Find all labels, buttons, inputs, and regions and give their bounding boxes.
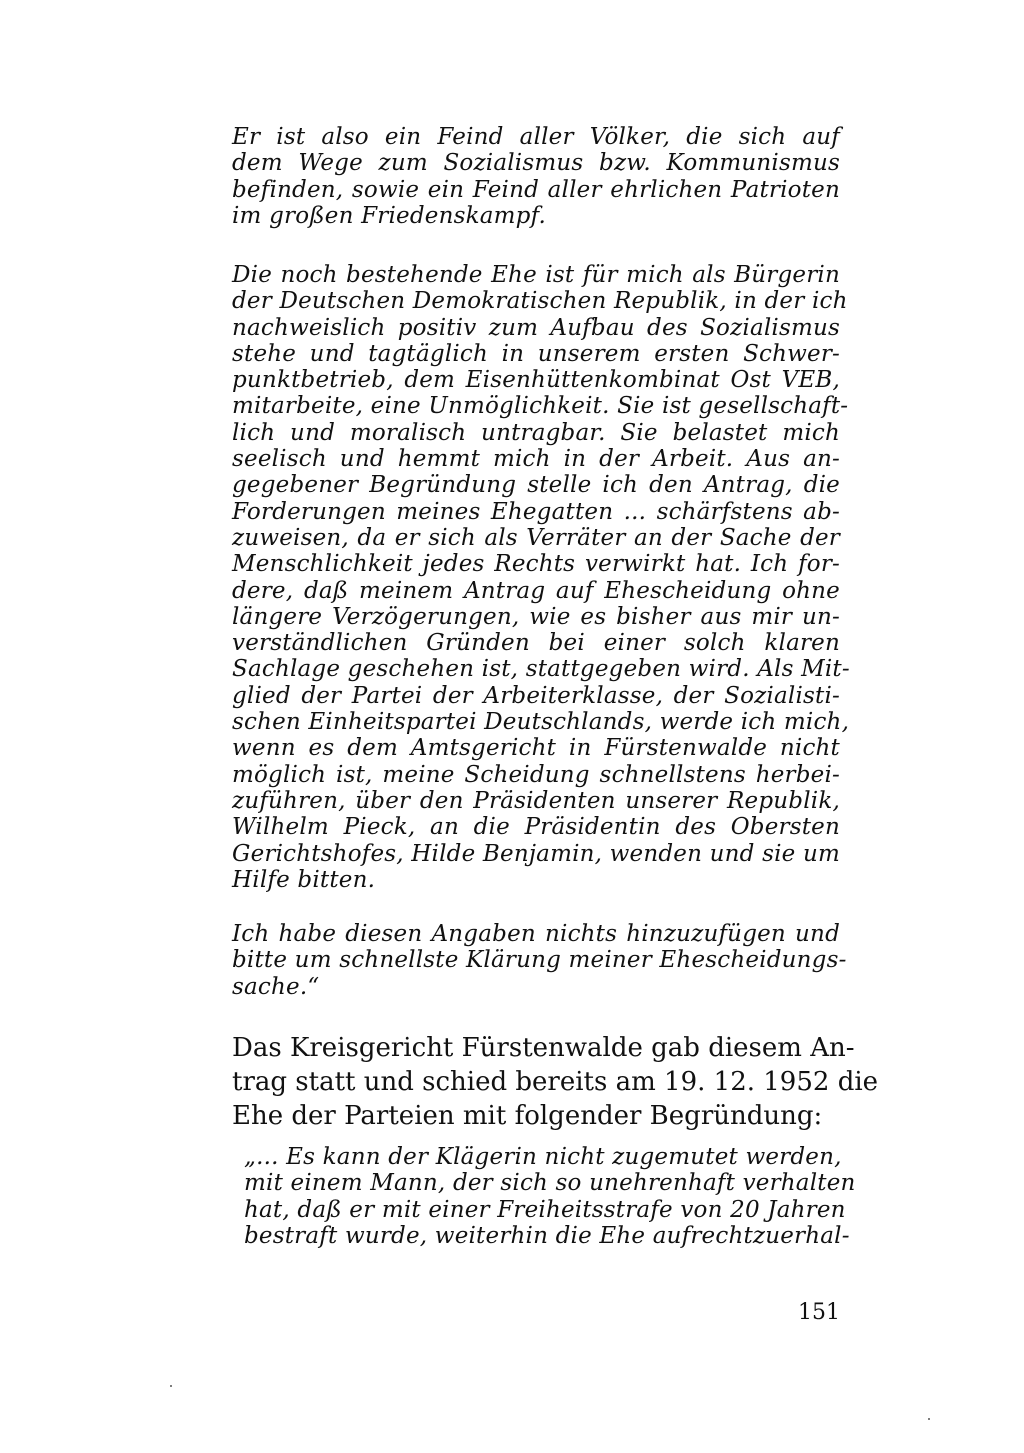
text-line: zuführen, über den Präsidenten unserer Republik, xyxy=(232,787,840,814)
text-line: „... Es kann der Klägerin nicht zugemutet werden, xyxy=(244,1144,842,1170)
text-line: Ich habe diesen Angaben nichts hinzuzufügen und xyxy=(232,921,840,947)
text-line: stehe und tagtäglich in unserem ersten Schwer- xyxy=(232,340,840,367)
text-line: lich und moralisch untragbar. Sie belastet mich xyxy=(232,419,840,446)
text-line: Er ist also ein Feind aller Völker, die sich auf xyxy=(232,124,840,150)
text-line: dere, daß meinem Antrag auf Ehescheidung ohne xyxy=(232,577,840,604)
text-line: bestraft wurde, weiterhin die Ehe aufrechtzuerhal- xyxy=(244,1222,850,1249)
text-line: sache.“ xyxy=(232,973,320,1000)
text-line: trag statt und schied bereits am 19. 12. 1952 die xyxy=(232,1067,879,1097)
text-line: verständlichen Gründen bei einer solch klaren xyxy=(232,630,840,657)
text-line: wenn es dem Amtsgericht in Fürstenwalde nicht xyxy=(232,735,840,762)
text-line: Forderungen meines Ehegatten ... schärfstens ab- xyxy=(232,498,840,525)
quote-paragraph-3 xyxy=(232,921,847,1000)
text-line: punktbetrieb, dem Eisenhüttenkombinat Ost VEB, xyxy=(232,367,840,394)
text-line: Ehe der Parteien mit folgender Begründung: xyxy=(232,1101,823,1131)
text-line: Das Kreisgericht Fürstenwalde gab diesem An- xyxy=(232,1033,855,1063)
text-line: Wilhelm Pieck, an die Präsidentin des Obersten xyxy=(232,814,840,841)
text-line: Gerichtshofes, Hilde Benjamin, wenden und sie um xyxy=(232,840,841,867)
text-line: Sachlage geschehen ist, stattgegeben wird. Als Mit- xyxy=(232,656,850,683)
text-line: der Deutschen Demokratischen Republik, in der ich xyxy=(232,288,848,315)
text-line: Menschlichkeit jedes Rechts verwirkt hat. Ich for- xyxy=(232,551,840,578)
text-line: gegebener Begründung stelle ich den Antrag, die xyxy=(232,472,840,499)
text-line: möglich ist, meine Scheidung schnellstens herbei- xyxy=(232,761,840,788)
text-line: mit einem Mann, der sich so unehrenhaft verhalten xyxy=(244,1170,856,1197)
text-line: zuweisen, da er sich als Verräter an der Sache der xyxy=(232,524,840,551)
text-line: glied der Partei der Arbeiterklasse, der Sozialisti- xyxy=(232,682,840,709)
paper-speck xyxy=(170,1385,172,1387)
page-number: 151 xyxy=(798,1300,840,1325)
text-line: schen Einheitspartei Deutschlands, werde ich mich, xyxy=(232,709,850,736)
text-line: Hilfe bitten. xyxy=(232,866,376,893)
text-line: nachweislich positiv zum Aufbau des Sozialismus xyxy=(232,314,840,341)
text-line: befinden, sowie ein Feind aller ehrlichen Patrioten xyxy=(232,176,840,203)
text-line: seelisch und hemmt mich in der Arbeit. Aus an- xyxy=(232,446,840,473)
body-paragraph xyxy=(232,1031,879,1133)
quote-paragraph-4 xyxy=(244,1144,856,1249)
text-line: mitarbeite, eine Unmöglichkeit. Sie ist gesellschaft- xyxy=(232,393,849,420)
text-line: im großen Friedenskampf. xyxy=(232,202,546,229)
text-line: längere Verzögerungen, wie es bisher aus mir un- xyxy=(232,603,840,630)
paper-speck xyxy=(928,1418,930,1420)
quote-paragraph-2 xyxy=(232,262,850,893)
text-line: dem Wege zum Sozialismus bzw. Kommunismus xyxy=(232,150,840,177)
quote-paragraph-1 xyxy=(232,124,840,229)
text-line: Die noch bestehende Ehe ist für mich als Bürgerin xyxy=(232,262,840,288)
text-line: hat, daß er mit einer Freiheitsstrafe von 20 Jahren xyxy=(244,1196,846,1223)
text-line: bitte um schnellste Klärung meiner Ehescheidungs- xyxy=(232,947,847,974)
